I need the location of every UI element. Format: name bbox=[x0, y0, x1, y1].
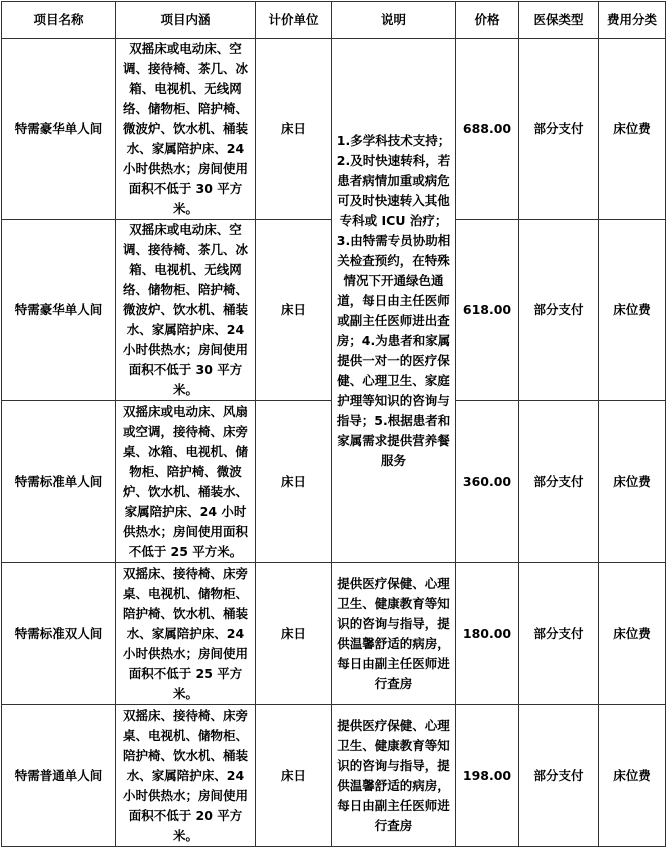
fee-category: 床位费 bbox=[599, 705, 666, 847]
room-name: 特需标准双人间 bbox=[2, 563, 116, 705]
room-name: 特需豪华单人间 bbox=[2, 220, 116, 401]
header-row bbox=[2, 2, 666, 39]
room-name: 特需豪华单人间 bbox=[2, 39, 116, 220]
header-content: 项目内涵 bbox=[116, 2, 256, 39]
pricing-unit: 床日 bbox=[256, 39, 332, 220]
fee-category: 床位费 bbox=[599, 563, 666, 705]
room-content: 双摇床或电动床、空调、接待椅、茶几、冰箱、电视机、无线网络、储物柜、陪护椅、微波炉、饮水机、桶装水、家属陪护床、24 小时供热水；房间使用面积不低于 30 平方米。 bbox=[116, 39, 256, 220]
insurance-type: 部分支付 bbox=[519, 39, 599, 220]
room-price: 618.00 bbox=[456, 220, 519, 401]
insurance-type: 部分支付 bbox=[519, 220, 599, 401]
fee-category: 床位费 bbox=[599, 39, 666, 220]
pricing-unit: 床日 bbox=[256, 220, 332, 401]
room-description: 提供医疗保健、心理卫生、健康教育等知识的咨询与指导，提供温馨舒适的病房，每日由副主任医师进行查房 bbox=[332, 563, 456, 705]
header-price: 价格 bbox=[456, 2, 519, 39]
header-unit: 计价单位 bbox=[256, 2, 332, 39]
header-insurance: 医保类型 bbox=[519, 2, 599, 39]
header-description: 说明 bbox=[332, 2, 456, 39]
insurance-type: 部分支付 bbox=[519, 401, 599, 563]
room-price: 688.00 bbox=[456, 39, 519, 220]
room-content: 双摇床、接待椅、床旁桌、电视机、储物柜、陪护椅、饮水机、桶装水、家属陪护床、24 小时供热水；房间使用面积不低于 25 平方米。 bbox=[116, 563, 256, 705]
header-category: 费用分类 bbox=[599, 2, 666, 39]
table-row bbox=[2, 563, 666, 705]
price-table bbox=[1, 1, 666, 847]
room-price: 360.00 bbox=[456, 401, 519, 563]
table-row bbox=[2, 39, 666, 220]
fee-category: 床位费 bbox=[599, 220, 666, 401]
insurance-type: 部分支付 bbox=[519, 705, 599, 847]
room-content: 双摇床、接待椅、床旁桌、电视机、储物柜、陪护椅、饮水机、桶装水、家属陪护床、24 小时供热水；房间使用面积不低于 20 平方米。 bbox=[116, 705, 256, 847]
room-content: 双摇床或电动床、空调、接待椅、茶几、冰箱、电视机、无线网络、储物柜、陪护椅、微波炉、饮水机、桶装水、家属陪护床、24 小时供热水；房间使用面积不低于 30 平方米。 bbox=[116, 220, 256, 401]
room-name: 特需普通单人间 bbox=[2, 705, 116, 847]
fee-category: 床位费 bbox=[599, 401, 666, 563]
room-price: 198.00 bbox=[456, 705, 519, 847]
pricing-unit: 床日 bbox=[256, 401, 332, 563]
insurance-type: 部分支付 bbox=[519, 563, 599, 705]
room-description-merged: 1.多学科技术支持；2.及时快速转科，若患者病情加重或病危可及时快速转入其他专科或 ICU 治疗；3.由特需专员协助相关检查预约，在特殊情况下开通绿色通道，每日由主任医师或副主任医师进出查房；4.为患者和家属提供一对一的医疗保健、心理卫生、家庭护理等知识的咨询与指导；5.根据患者和家属需求提供营养餐服务 bbox=[332, 39, 456, 563]
pricing-unit: 床日 bbox=[256, 705, 332, 847]
table-row bbox=[2, 705, 666, 847]
room-price: 180.00 bbox=[456, 563, 519, 705]
room-content: 双摇床或电动床、风扇或空调，接待椅、床旁桌、冰箱、电视机、储物柜、陪护椅、微波炉、饮水机、桶装水、家属陪护床、24 小时供热水；房间使用面积不低于 25 平方米。 bbox=[116, 401, 256, 563]
header-name: 项目名称 bbox=[2, 2, 116, 39]
pricing-unit: 床日 bbox=[256, 563, 332, 705]
room-description: 提供医疗保健、心理卫生、健康教育等知识的咨询与指导，提供温馨舒适的病房，每日由副主任医师进行查房 bbox=[332, 705, 456, 847]
room-name: 特需标准单人间 bbox=[2, 401, 116, 563]
